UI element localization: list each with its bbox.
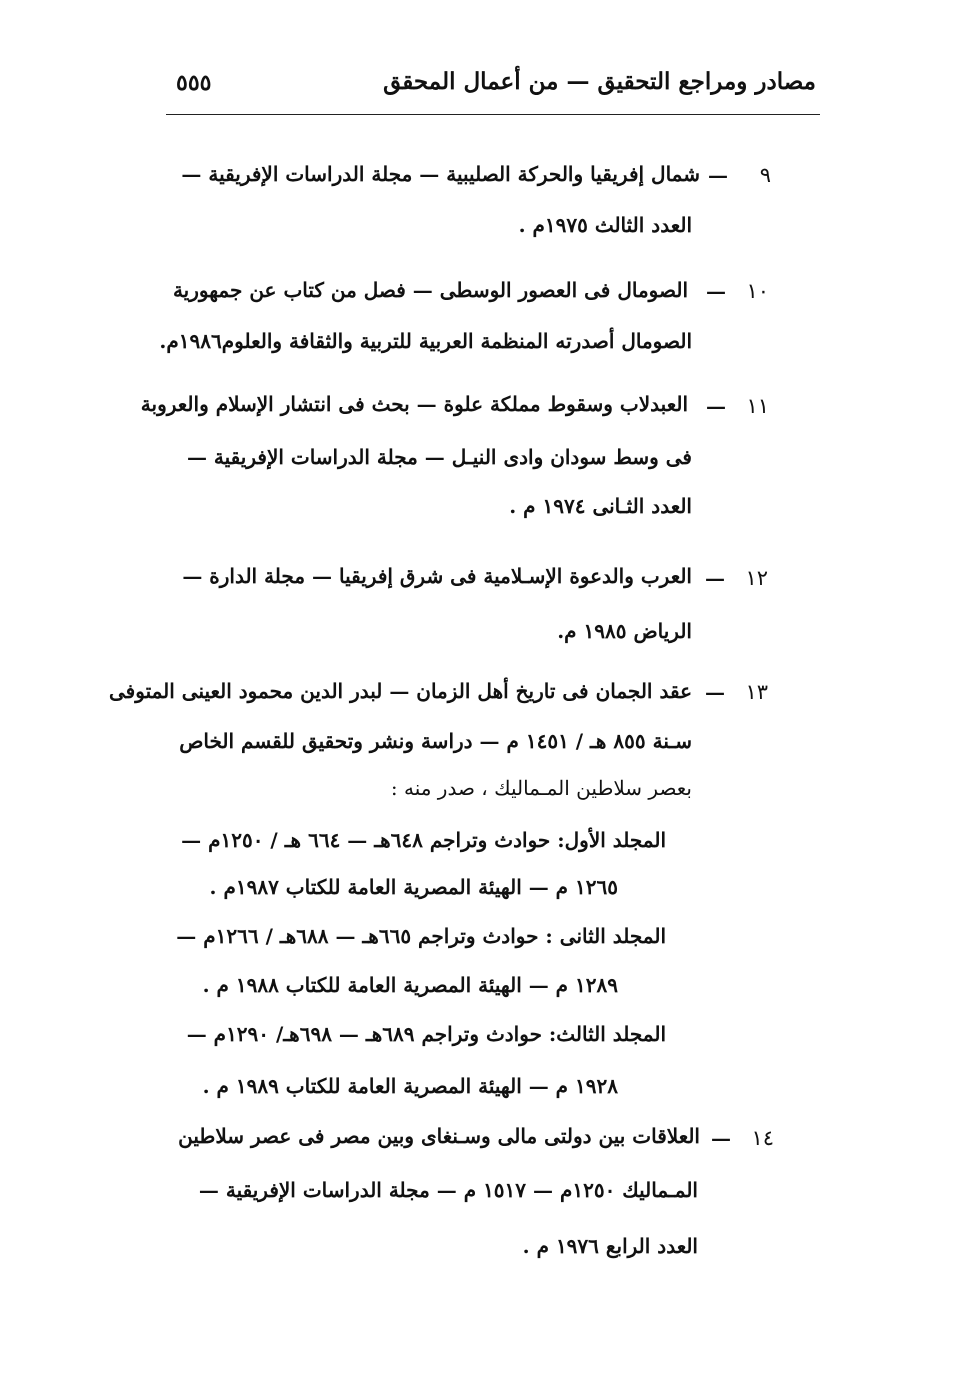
entry-line: بعصر سلاطين المـماليك ، صدر منه :	[390, 776, 692, 800]
page-number: ٥٥٥	[176, 70, 212, 96]
running-header	[166, 62, 816, 110]
header-divider	[166, 114, 820, 115]
entry-line: الصومال فى العصور الوسطى — فصل من كتاب عن جمهورية	[172, 278, 688, 302]
volume-line: ١٢٨٩ م — الهيئة المصرية العامة للكتاب ١٩٨٨ م .	[202, 973, 618, 997]
entry-line: فى وسط سودان وادى النيـل — مجلة الدراسات الإفريقية —	[186, 445, 692, 469]
entry-line: الصومال أصدرته المنظمة العربية للتربية والثقافة والعلوم١٩٨٦م.	[159, 329, 692, 353]
volume-line: ١٩٢٨ م — الهيئة المصرية العامة للكتاب ١٩٨٩ م .	[202, 1074, 618, 1098]
entry-line: العدد الثالث ١٩٧٥م .	[518, 213, 692, 237]
header-title: مصادر ومراجع التحقيق — من أعمال المحقق	[383, 68, 816, 95]
entry-line: العلاقات بين دولتى مالى وسـنغاى وبين مصر فى عصر سلاطين	[178, 1124, 700, 1148]
entry-number: ١٣	[745, 680, 768, 704]
entry-line: العدد الرابع ١٩٧٦ م .	[522, 1234, 698, 1258]
entry-number: ١٤	[751, 1126, 774, 1150]
entry-line: سـنة ٨٥٥ هـ / ١٤٥١ م — دراسة ونشر وتحقيق للقسم الخاص	[179, 729, 692, 753]
entry-number: ١١	[746, 394, 769, 418]
entry-line: العبدلاب وسقوط مملكة علوة — بحث فى انتشار الإسلام والعروبة	[140, 392, 688, 416]
entry-number: ٩	[759, 163, 771, 187]
entry-dash: —	[706, 394, 726, 418]
entry-number: ١٠	[746, 279, 769, 303]
entry-dash: —	[706, 279, 726, 303]
entry-dash: —	[705, 566, 725, 590]
volume-line: المجلد الثانى : حوادث وتراجم ٦٦٥هـ — ٦٨٨هـ / ١٢٦٦م —	[176, 924, 666, 948]
entry-dash: —	[711, 1126, 731, 1150]
entry-line: المـماليك ١٢٥٠م — ١٥١٧ م — مجلة الدراسات الإفريقية —	[198, 1178, 698, 1202]
entry-line: عقد الجمان فى تاريخ أهل الزمان — لبدر الدين محمود العينى المتوفى	[109, 679, 692, 703]
entry-dash: —	[705, 680, 725, 704]
volume-line: ١٢٦٥ م — الهيئة المصرية العامة للكتاب ١٩٨٧م .	[209, 875, 618, 899]
entry-dash: —	[708, 163, 728, 187]
entry-line: الرياض ١٩٨٥ م.	[557, 619, 692, 643]
entry-line: العدد الثـانى ١٩٧٤ م .	[509, 494, 692, 518]
volume-line: المجلد الأول: حوادث وتراجم ٦٤٨هـ — ٦٦٤ هـ / ١٢٥٠م —	[181, 828, 666, 852]
volume-line: المجلد الثالث: حوادث وتراجم ٦٨٩هـ — ٦٩٨هـ/ ١٢٩٠م —	[186, 1022, 666, 1046]
entry-line: شمال إفريقيا والحركة الصليبية — مجلة الدراسات الإفريقية —	[181, 162, 700, 186]
entry-line: العرب والدعوة الإسـلامية فى شرق إفريقيا — مجلة الدارة —	[182, 564, 692, 588]
entry-number: ١٢	[745, 566, 768, 590]
